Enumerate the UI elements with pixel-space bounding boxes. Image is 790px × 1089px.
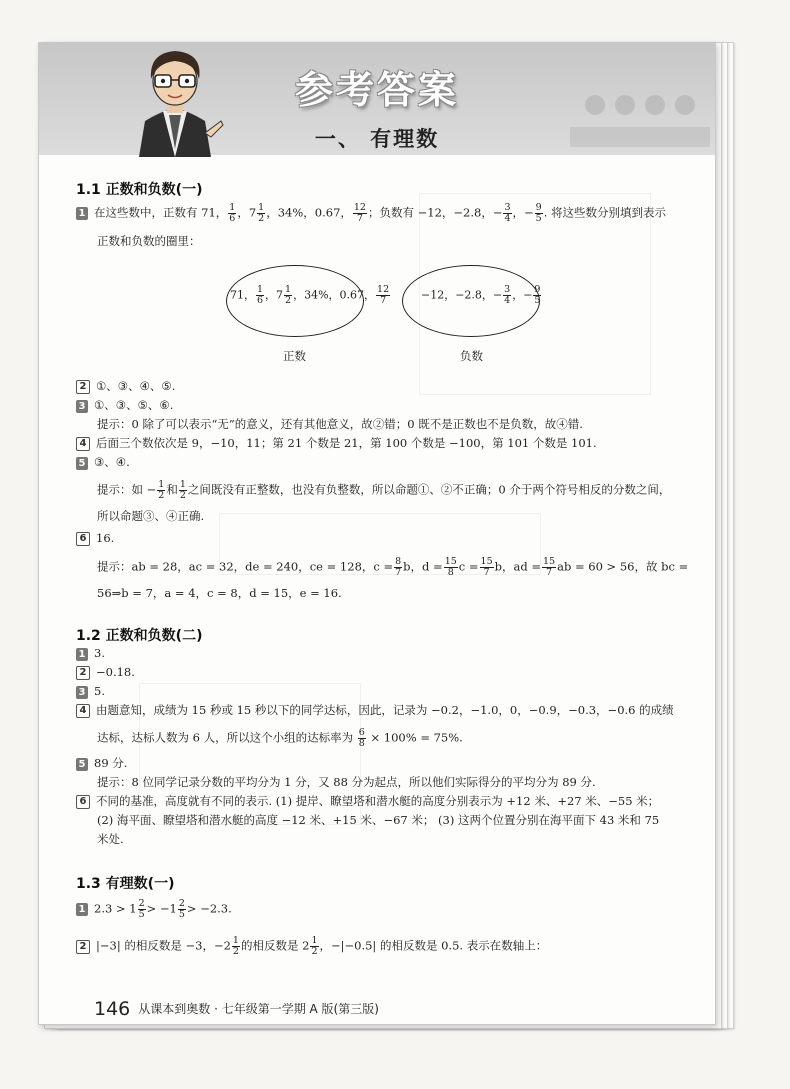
answer-item: 1 3. (76, 645, 105, 661)
fraction: $\frac{12}{7}$ (353, 202, 366, 224)
negative-label: 负数 (460, 349, 483, 363)
answer-item: 5 ③、④. (76, 454, 130, 470)
fraction: $\frac{1}{6}$ (229, 202, 236, 224)
answer-item: 2 ①、③、④、⑤. (76, 378, 175, 394)
page-title: 参考答案 (294, 68, 459, 112)
answer-item: 6 16. (76, 530, 114, 546)
hint-text: 提示：8 位同学记录分数的平均分为 1 分，又 88 分为起点，所以他们实际得分的平均分为 89 分. (97, 775, 596, 789)
negative-numbers-list: −12，−2.8，− $\frac{3}{4}$ ，− $\frac{9}{5}$ (421, 284, 541, 306)
answer-text: 达标，达标人数为 6 人，所以这个小组的达标率为 $\frac{6}{8}$ × 100% = 75%. (97, 727, 463, 749)
answer-item: 5 89 分. (76, 755, 127, 771)
question-number: 1 (76, 207, 88, 220)
positive-label: 正数 (283, 349, 306, 363)
answer-item: 3 5. (76, 683, 105, 699)
positive-numbers-list: 71， $\frac{1}{6}$ ，7 $\frac{1}{2}$ ，34%，0.67， $\frac{12}{7}$ (230, 284, 390, 306)
fraction: $\frac{9}{5}$ (535, 202, 542, 224)
answer-item: 2 |−3| 的相反数是 −3，−2 $\frac{1}{2}$ 的相反数是 2 $\frac{1}{2}$ ，−|−0.5| 的相反数是 0.5. 表示在数轴上： (76, 936, 547, 957)
hint-text: 所以命题③、④正确. (97, 509, 205, 523)
answer-item: 4 由题意知，成绩为 15 秒或 15 秒以下的同学达标，因此，记录为 −0.2，−1.0，0，−0.9，−0.3，−0.6 的成绩 (76, 702, 674, 718)
fraction: $\frac{1}{2}$ (258, 202, 265, 224)
answer-item: 2 −0.18. (76, 664, 135, 680)
hint-text: 56⇒b = 7，a = 4，c = 8，d = 15，e = 16. (97, 586, 342, 600)
hint-text: 提示：如 − $\frac{1}{2}$ 和 $\frac{1}{2}$ 之间既没有正整数，也没有负整数，所以命题①、②不正确；0 介于两个符号相反的分数之间， (97, 479, 671, 501)
page-footer (94, 998, 379, 1020)
answer-page (38, 42, 716, 1025)
answer-item: 1 2.3 > 1 $\frac{2}{5}$ > −1 $\frac{2}{5}$ > −2.3. (76, 899, 232, 920)
answer-text: (2) 海平面、瞭望塔和潜水艇的高度 −12 米、+15 米、−67 米； (3) 这两个位置分别在海平面下 43 米和 75 (97, 813, 660, 827)
section-title: 1.1 正数和负数(一) (76, 182, 203, 198)
answer-item: 1 在这些数中，正数有 71， $\frac{1}{6}$ ，7 $\frac{1}{2}$ ，34%，0.67， $\frac{12}{7}$ ；负数有 −12，−2.8，− $\frac{3}{4}$ ，− $\frac{9}{5}$ . 将这些数分别填到表示 (76, 203, 666, 224)
chapter-title: 一、 有理数 (314, 127, 440, 151)
fraction: $\frac{3}{4}$ (504, 202, 511, 224)
hint-text: 提示：0 除了可以表示“无”的意义，还有其他意义，故②错；0 既不是正数也不是负数，故④错. (97, 417, 583, 431)
answer-text: 米处. (97, 832, 124, 846)
answer-item: 6 不同的基准，高度就有不同的表示. (1) 提岸、瞭望塔和潜水艇的高度分别表示为 +12 米、+27 米、−55 米； (76, 793, 659, 809)
page-number: 146 (94, 998, 131, 1020)
book-title: 从课本到奥数 · 七年级第一学期 A 版(第三版) (138, 1002, 379, 1016)
answer-text: 正数和负数的圈里： (97, 234, 201, 248)
answer-item: 3 ①、③、⑤、⑥. (76, 397, 173, 413)
hint-text: 提示：ab = 28，ac = 32，de = 240，ce = 128，c = $\frac{8}{7}$ b，d = $\frac{15}{8}$ c = $\frac{15}{7}$ b，ad = $\frac{15}{7}$ ab = 60 > 56，故 bc = (97, 556, 689, 578)
section-title: 1.2 正数和负数(二) (76, 628, 203, 644)
answer-item: 4 后面三个数依次是 9，−10，11；第 21 个数是 21，第 100 个数是 −100，第 101 个数是 101. (76, 435, 597, 451)
section-title: 1.3 有理数(一) (76, 876, 175, 892)
